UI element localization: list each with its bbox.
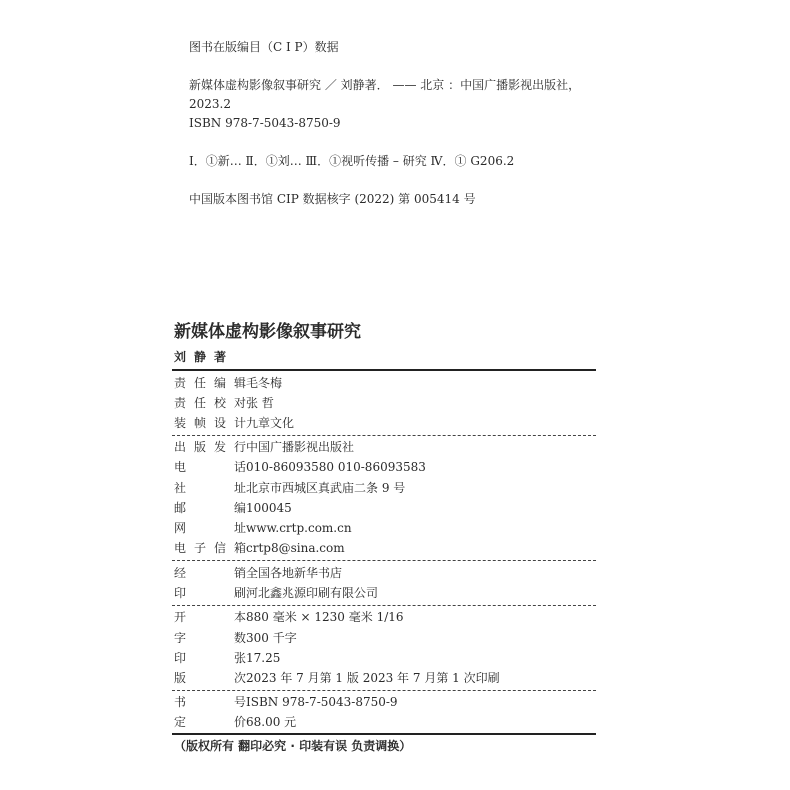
divider-2 bbox=[172, 560, 596, 561]
info-label: 印张 bbox=[174, 651, 246, 665]
info-label: 责任编辑 bbox=[174, 376, 246, 390]
info-row-publisher bbox=[174, 439, 354, 455]
info-row-sheets bbox=[174, 650, 280, 666]
info-row-email bbox=[174, 540, 345, 556]
info-row-edition bbox=[174, 670, 500, 686]
info-value: 全国各地新华书店 bbox=[246, 566, 343, 580]
info-value: 100045 bbox=[246, 501, 292, 515]
info-row-isbn bbox=[174, 694, 398, 710]
book-author: 刘静著 bbox=[174, 350, 235, 364]
copyright-notice: （版权所有 翻印必究 · 印装有误 负责调换） bbox=[174, 739, 412, 753]
info-value: 17.25 bbox=[246, 651, 281, 665]
info-label: 书号 bbox=[174, 695, 246, 709]
info-value: 河北鑫兆源印刷有限公司 bbox=[246, 586, 379, 600]
info-label: 社址 bbox=[174, 481, 246, 495]
divider-4 bbox=[172, 690, 596, 691]
info-row-format bbox=[174, 609, 404, 625]
info-value: 2023 年 7 月第 1 版 2023 年 7 月第 1 次印刷 bbox=[246, 671, 500, 685]
info-row-website bbox=[174, 520, 352, 536]
info-row-distributor bbox=[174, 565, 342, 581]
info-label: 开本 bbox=[174, 610, 246, 624]
cip-record-line2: 2023.2 bbox=[189, 97, 231, 111]
info-label: 印刷 bbox=[174, 586, 246, 600]
info-label: 邮编 bbox=[174, 501, 246, 515]
cip-isbn: ISBN 978-7-5043-8750-9 bbox=[189, 116, 341, 130]
info-value: 010-86093580 010-86093583 bbox=[246, 460, 426, 474]
info-row-address bbox=[174, 480, 405, 496]
info-value: 毛冬梅 bbox=[246, 376, 283, 390]
info-row-word-count bbox=[174, 630, 297, 646]
cip-record-line1: 新媒体虚构影像叙事研究 ／ 刘静著． —— 北京 ：中国广播影视出版社， bbox=[189, 78, 581, 92]
info-value: ISBN 978-7-5043-8750-9 bbox=[246, 695, 398, 709]
info-value: crtp8@sina.com bbox=[246, 541, 345, 555]
info-row-design bbox=[174, 415, 294, 431]
info-label: 出版发行 bbox=[174, 440, 246, 454]
info-label: 电话 bbox=[174, 460, 246, 474]
cip-heading: 图书在版编目（C I P）数据 bbox=[189, 40, 339, 54]
info-value: 68.00 元 bbox=[246, 715, 297, 729]
info-label: 经销 bbox=[174, 566, 246, 580]
divider-1 bbox=[172, 435, 596, 436]
info-value: 九章文化 bbox=[246, 416, 295, 430]
info-label: 字数 bbox=[174, 631, 246, 645]
info-value: www.crtp.com.cn bbox=[246, 521, 352, 535]
info-label: 定价 bbox=[174, 715, 246, 729]
info-label: 责任校对 bbox=[174, 396, 246, 410]
info-label: 版次 bbox=[174, 671, 246, 685]
info-row-price bbox=[174, 714, 296, 730]
info-value: 880 毫米 × 1230 毫米 1/16 bbox=[246, 610, 404, 624]
info-label: 装帧设计 bbox=[174, 416, 246, 430]
info-value: 300 千字 bbox=[246, 631, 297, 645]
book-title: 新媒体虚构影像叙事研究 bbox=[174, 322, 361, 342]
info-row-postcode bbox=[174, 500, 292, 516]
info-row-proofreader bbox=[174, 395, 274, 411]
divider-3 bbox=[172, 605, 596, 606]
info-row-editor bbox=[174, 375, 282, 391]
cip-classification: Ⅰ．①新… Ⅱ．①刘… Ⅲ．①视听传播 – 研究 Ⅳ．① G206.2 bbox=[189, 154, 515, 168]
divider-top bbox=[172, 369, 596, 371]
info-value: 张 哲 bbox=[246, 396, 274, 410]
divider-bottom bbox=[172, 733, 596, 735]
info-row-phone bbox=[174, 459, 426, 475]
info-value: 北京市西城区真武庙二条 9 号 bbox=[246, 481, 406, 495]
info-value: 中国广播影视出版社 bbox=[246, 440, 355, 454]
info-label: 电子信箱 bbox=[174, 541, 246, 555]
info-label: 网址 bbox=[174, 521, 246, 535]
cip-check-number: 中国版本图书馆 CIP 数据核字 (2022) 第 005414 号 bbox=[189, 192, 476, 206]
info-row-printer bbox=[174, 585, 378, 601]
